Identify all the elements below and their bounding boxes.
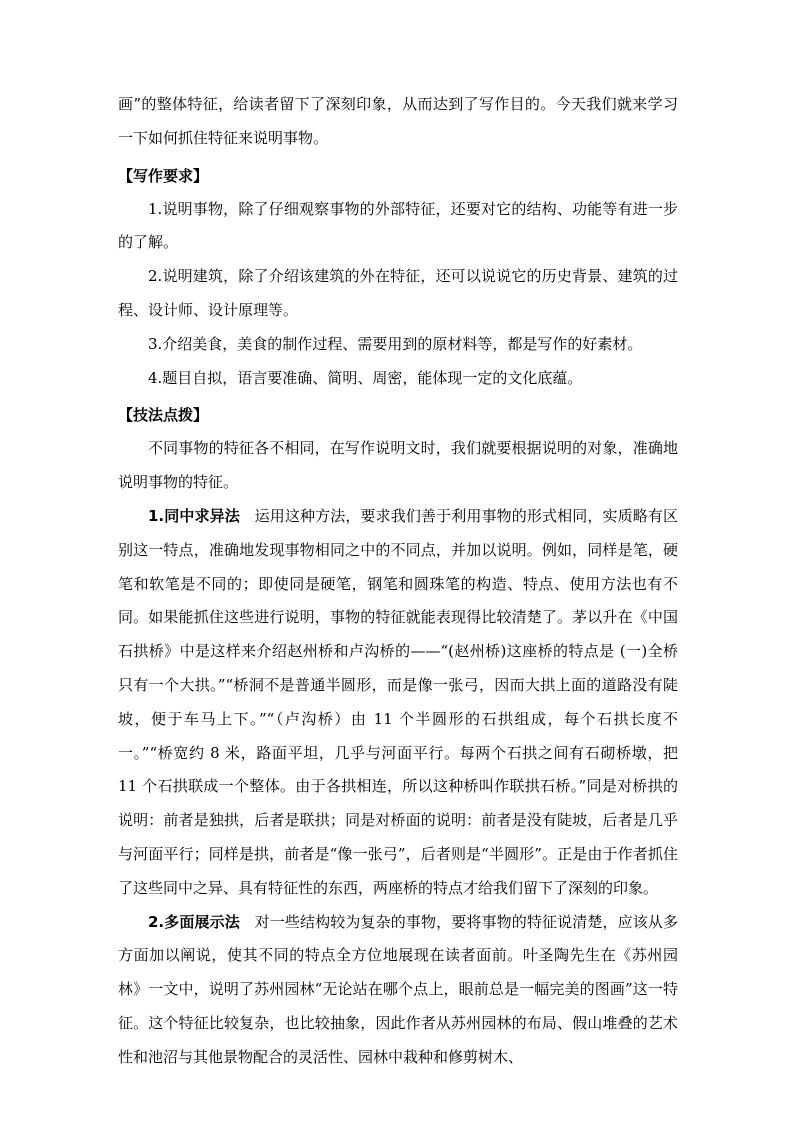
method-2-body: 对一些结构较为复杂的事物，要将事物的特征说清楚，应该从多方面加以阐说，使其不同的特点全方位地展现在读者面前。叶圣陶先生在《苏州园林》一文中，说明了苏州园林“无论站在哪个点上，眼前总是一幅完美的图画”这一特征。这个特征比较复杂，也比较抽象，因此作者从苏州园林的布局、假山堆叠的艺术性和池沼与其他景物配合的灵活性、园林中栽种和修剪树木、 (118, 912, 678, 1066)
method-1-title: 1.同中求异法 (148, 506, 240, 525)
requirements-heading: 【写作要求】 (118, 166, 209, 185)
requirement-item-3: 3.介绍美食，美食的制作过程、需要用到的原材料等，都是写作的好素材。 (148, 334, 643, 353)
method-2-title: 2.多面展示法 (148, 912, 240, 931)
intro-paragraph: 画”的整体特征，给读者留下了深刻印象，从而达到了写作目的。今天我们就来学习一下如何抓住特征来说明事物。 (118, 95, 678, 147)
method-2-paragraph (118, 906, 678, 1075)
method-1-body: 运用这种方法，要求我们善于利用事物的形式相同，实质略有区别这一特点，准确地发现事物相同之中的不同点，并加以说明。例如，同样是笔，硬笔和软笔是不同的；即使同是硬笔，钢笔和圆珠笔的构造、特点、使用方法也有不同。如果能抓住这些进行说明，事物的特征就能表现得比较清楚了。茅以升在《中国石拱桥》中是这样来介绍赵州桥和卢沟桥的——“(赵州桥)这座桥的特点是 (一)全桥只有一个大拱。”“桥洞不是普通半圆形，而是像一张弓，因而大拱上面的道路没有陡坡，便于车马上下。”“（卢沟桥）由 11 个半圆形的石拱组成，每个石拱长度不一。”“桥宽约 8 米，路面平坦，几乎与河面平行。每两个石拱之间有石砌桥墩，把 11 个石拱联成一个整体。由于各拱相连，所以这种桥叫作联拱石桥。”同是对桥拱的说明：前者是独拱，后者是联拱；同是对桥面的说明：前者是没有陡坡，后者是几乎与河面平行；同样是拱，前者是“像一张弓”，后者则是“半圆形”。正是由于作者抓住了这些同中之异、具有特征性的东西，两座桥的特点才给我们留下了深刻的印象。 (118, 506, 678, 897)
requirement-item-4: 4.题目自拟，语言要准确、简明、周密，能体现一定的文化底蕴。 (148, 368, 583, 387)
method-1-paragraph (118, 500, 678, 906)
document-body (118, 88, 678, 1075)
tips-intro: 不同事物的特征各不相同，在写作说明文时，我们就要根据说明的对象，准确地说明事物的特征。 (118, 439, 678, 492)
tips-heading: 【技法点拨】 (118, 406, 209, 425)
requirement-item-2: 2.说明建筑，除了介绍该建筑的外在特征，还可以说说它的历史背景、建筑的过程、设计师、设计原理等。 (118, 267, 678, 319)
requirement-item-1: 1.说明事物，除了仔细观察事物的外部特征，还要对它的结构、功能等有进一步的了解。 (118, 199, 678, 252)
